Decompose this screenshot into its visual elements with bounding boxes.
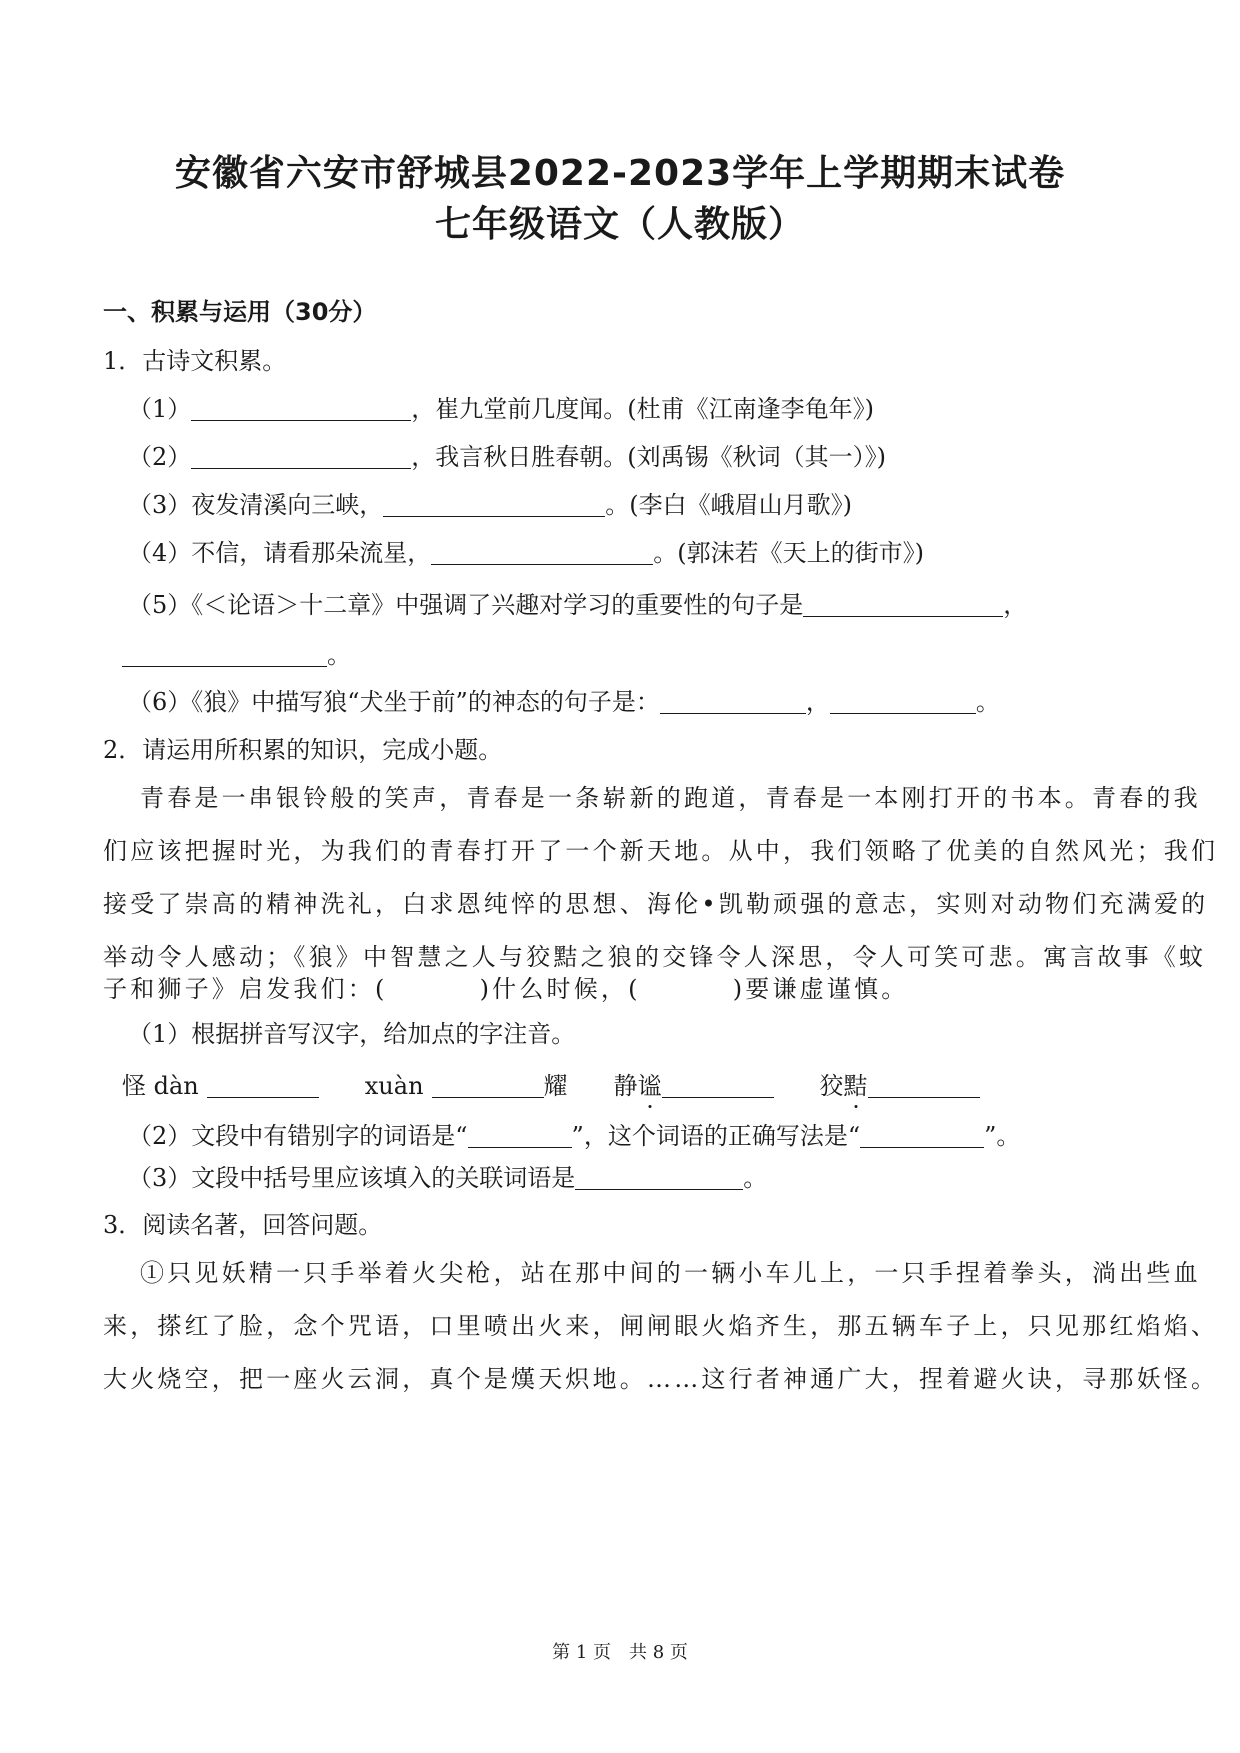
item-text: ”。 [984, 1122, 1021, 1150]
answer-blank[interactable] [662, 1075, 774, 1098]
pinyin-word: 静 [613, 1072, 638, 1100]
question-3-stem: 3．阅读名著，回答问题。 [103, 1211, 383, 1239]
item-text: ，崔九堂前几度闻。(杜甫《江南逢李龟年》) [411, 395, 875, 423]
q1-item-5 [128, 593, 1027, 617]
answer-blank[interactable] [468, 1125, 572, 1148]
q1-item-6 [128, 690, 1000, 714]
item-text: 《＜论语＞十二章》中强调了兴趣对学习的重要性的句子是 [191, 591, 804, 619]
item-text: 夜发清溪向三峡， [191, 491, 384, 519]
question-2-stem: 2．请运用所积累的知识，完成小题。 [103, 736, 503, 764]
q2-sub-1: （1）根据拼音写汉字，给加点的字注音。 [128, 1020, 576, 1048]
passage-line: ①只见妖精一只手举着火尖枪，站在那中间的一辆小车儿上，一只手捏着拳头，淌出些血 [140, 1259, 1201, 1287]
answer-blank[interactable] [191, 398, 411, 421]
passage-text: )要谦虚谨慎。 [732, 975, 909, 1003]
q1-item-1 [128, 397, 874, 421]
passage-text: 子和狮子》启发我们：( [103, 975, 388, 1003]
dotted-char: 谧 [637, 1072, 662, 1100]
answer-blank[interactable] [432, 1075, 544, 1098]
item-text: 。(李白《峨眉山月歌》) [605, 491, 853, 519]
passage-line: 接受了崇高的精神洗礼，白求恩纯悴的思想、海伦•凯勒顽强的意志，实则对动物们充满爱的 [103, 890, 1209, 918]
item-text: 。(郭沫若《天上的街市》) [653, 539, 925, 567]
answer-blank[interactable] [803, 594, 1003, 617]
pinyin-word: 怪 dàn [122, 1072, 199, 1100]
answer-blank[interactable] [122, 644, 327, 667]
passage-text: )什么时候，( [479, 975, 641, 1003]
item-number: （6） [128, 688, 192, 716]
pinyin-word: xuàn [364, 1072, 424, 1100]
answer-blank[interactable] [830, 691, 976, 714]
item-text: ， [805, 688, 830, 716]
dotted-char: 黠 [843, 1072, 868, 1100]
passage-line: 青春是一串银铃般的笑声，青春是一条崭新的跑道，青春是一本刚打开的书本。青春的我 [140, 784, 1201, 812]
item-text: ， [1003, 591, 1028, 619]
passage-line: 来，搽红了脸，念个咒语，口里喷出火来，闸闸眼火焰齐生，那五辆车子上，只见那红焰焰、 [103, 1312, 1219, 1340]
item-number: （3） [128, 491, 192, 519]
passage-line: 们应该把握时光，为我们的青春打开了一个新天地。从中，我们领略了优美的自然风光；我们 [103, 837, 1219, 865]
answer-blank[interactable] [191, 446, 411, 469]
passage-line: 大火烧空，把一座火云洞，真个是熯天炽地。……这行者神通广大，捏着避火诀，寻那妖怪。 [103, 1365, 1219, 1393]
pinyin-word: 耀 [543, 1072, 568, 1100]
item-text: （3）文段中括号里应该填入的关联词语是 [128, 1164, 576, 1192]
item-number: （5） [128, 591, 192, 619]
answer-blank[interactable] [207, 1075, 319, 1098]
q1-item-5-continued [122, 643, 351, 667]
answer-blank[interactable] [860, 1125, 984, 1148]
item-number: （1） [128, 395, 192, 423]
item-text: 。 [743, 1164, 768, 1192]
item-text: 不信，请看那朵流星， [191, 539, 432, 567]
section-heading: 一、积累与运用（30分） [103, 298, 377, 326]
answer-blank[interactable] [431, 542, 653, 565]
passage-line-last [103, 963, 908, 1016]
item-text: 。 [975, 688, 1000, 716]
item-text: 。 [327, 641, 351, 669]
answer-blank[interactable] [868, 1075, 980, 1098]
answer-blank[interactable] [660, 691, 806, 714]
passage-line: 举动令人感动；《狼》中智慧之人与狡黠之狼的交锋令人深思，令人可笑可悲。寓言故事《蚊 [103, 943, 1207, 971]
item-text: ，我言秋日胜春朝。(刘禹锡《秋词（其一）》) [411, 443, 887, 471]
question-1-stem: 1．古诗文积累。 [103, 347, 287, 375]
exam-subtitle: 七年级语文（人教版） [434, 204, 805, 245]
item-text: 《狼》中描写狼“犬坐于前”的神态的句子是： [191, 688, 660, 716]
q1-item-2 [128, 445, 886, 469]
item-text: （2）文段中有错别字的词语是“ [128, 1122, 468, 1150]
item-number: （2） [128, 443, 192, 471]
answer-blank[interactable] [575, 1167, 743, 1190]
item-number: （4） [128, 539, 192, 567]
pinyin-word: 狡 [819, 1072, 844, 1100]
item-text: ”，这个词语的正确写法是“ [571, 1122, 861, 1150]
answer-blank[interactable] [383, 494, 605, 517]
q1-item-3 [128, 493, 852, 517]
q2-sub-3 [128, 1166, 767, 1190]
pinyin-row [122, 1074, 980, 1098]
q2-sub-2 [128, 1124, 1020, 1148]
exam-title: 安徽省六安市舒城县2022-2023学年上学期期末试卷 [174, 153, 1066, 194]
page-footer: 第 1 页 共 8 页 [552, 1642, 688, 1663]
q1-item-4 [128, 541, 924, 565]
